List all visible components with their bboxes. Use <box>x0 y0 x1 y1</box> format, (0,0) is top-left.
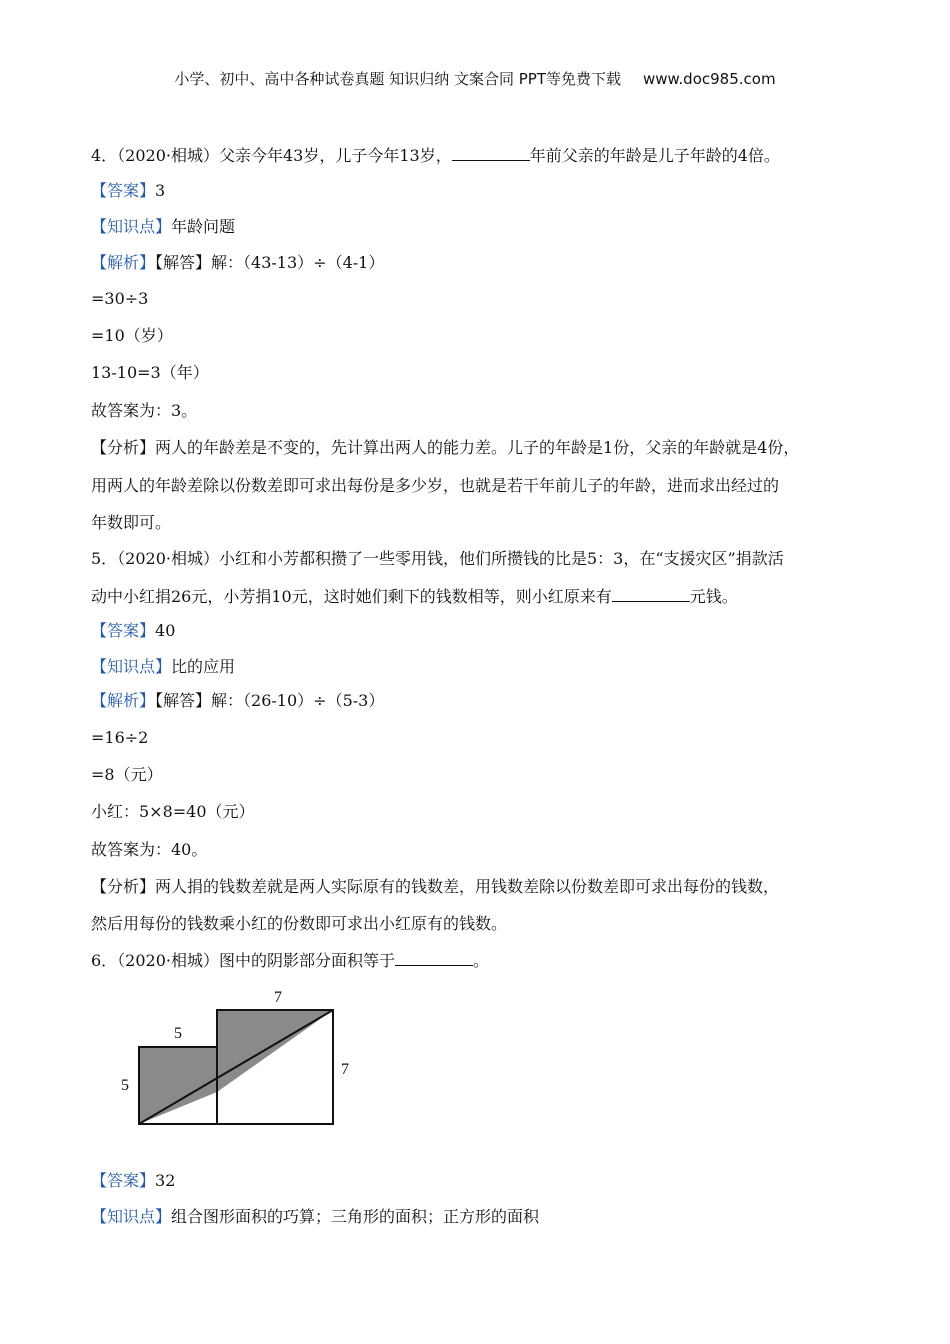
header-text: 小学、初中、高中各种试卷真题 知识归纳 文案合同 PPT等免费下载 <box>174 70 621 88</box>
q6-answer: 【答案】32 <box>91 1171 176 1190</box>
q5-step: =8（元） <box>91 765 163 784</box>
q5-knowledge: 【知识点】比的应用 <box>91 657 236 676</box>
label-large-top: 7 <box>274 989 282 1006</box>
q4-step: 13-10=3（年） <box>91 363 209 382</box>
q4-step: 故答案为：3。 <box>91 401 198 420</box>
knowledge-tag: 【知识点】 <box>91 657 172 676</box>
label-small-top: 5 <box>174 1025 182 1042</box>
q5-step: 故答案为：40。 <box>91 840 208 859</box>
answer-blank <box>395 949 473 966</box>
q4-analysis: 【解析】【解答】解：（43-13）÷（4-1） <box>91 253 385 272</box>
q4-step: =30÷3 <box>91 289 149 308</box>
q4-knowledge: 【知识点】年龄问题 <box>91 217 236 236</box>
q4-fenxi: 【分析】两人的年龄差是不变的，先计算出两人的能力差。儿子的年龄是1份，父亲的年龄就是4份， <box>91 438 800 457</box>
label-small-left: 5 <box>121 1077 129 1094</box>
q4-step: =10（岁） <box>91 326 173 345</box>
label-large-right: 7 <box>341 1061 349 1078</box>
q5-answer: 【答案】40 <box>91 621 176 640</box>
answer-tag: 【答案】 <box>91 181 156 200</box>
knowledge-tag: 【知识点】 <box>91 217 172 236</box>
q6-knowledge: 【知识点】组合图形面积的巧算；三角形的面积；正方形的面积 <box>91 1207 540 1226</box>
q4-fenxi-line: 年数即可。 <box>91 513 172 532</box>
q5-analysis: 【解析】【解答】解：（26-10）÷（5-3） <box>91 691 385 710</box>
q6-stem: 6．（2020·相城）图中的阴影部分面积等于 。 <box>91 951 490 970</box>
q5-stem-cont: 动中小红捐26元，小芳捐10元，这时她们剩下的钱数相等，则小红原来有 元钱。 <box>91 587 738 606</box>
q5-step: =16÷2 <box>91 728 149 747</box>
q5-fenxi-line: 然后用每份的钱数乘小红的份数即可求出小红原有的钱数。 <box>91 914 508 933</box>
answer-tag: 【答案】 <box>91 621 156 640</box>
q4-answer: 【答案】3 <box>91 181 166 200</box>
q4-fenxi-line: 用两人的年龄差除以份数差即可求出每份是多少岁，也就是若干年前儿子的年龄，进而求出经过的 <box>91 476 780 495</box>
q4-stem: 4．（2020·相城）父亲今年43岁，儿子今年13岁， 年前父亲的年龄是儿子年龄的4倍。 <box>91 146 780 165</box>
answer-blank <box>452 144 530 161</box>
q5-stem: 5．（2020·相城）小红和小芳都积攒了一些零用钱，他们所攒钱的比是5：3，在“支援灾区”捐款活 <box>91 549 784 568</box>
q5-step: 小红：5×8=40（元） <box>91 802 255 821</box>
page-header <box>0 68 950 89</box>
answer-blank <box>612 585 690 602</box>
shaded-triangle-large <box>217 1010 333 1092</box>
analysis-tag: 【解析】 <box>91 691 156 710</box>
composite-figure <box>115 976 375 1136</box>
q5-fenxi: 【分析】两人捐的钱数差就是两人实际原有的钱数差，用钱数差除以份数差即可求出每份的钱数， <box>91 877 780 896</box>
knowledge-tag: 【知识点】 <box>91 1207 172 1226</box>
answer-tag: 【答案】 <box>91 1171 156 1190</box>
analysis-tag: 【解析】 <box>91 253 156 272</box>
header-site: www.doc985.com <box>642 70 776 88</box>
